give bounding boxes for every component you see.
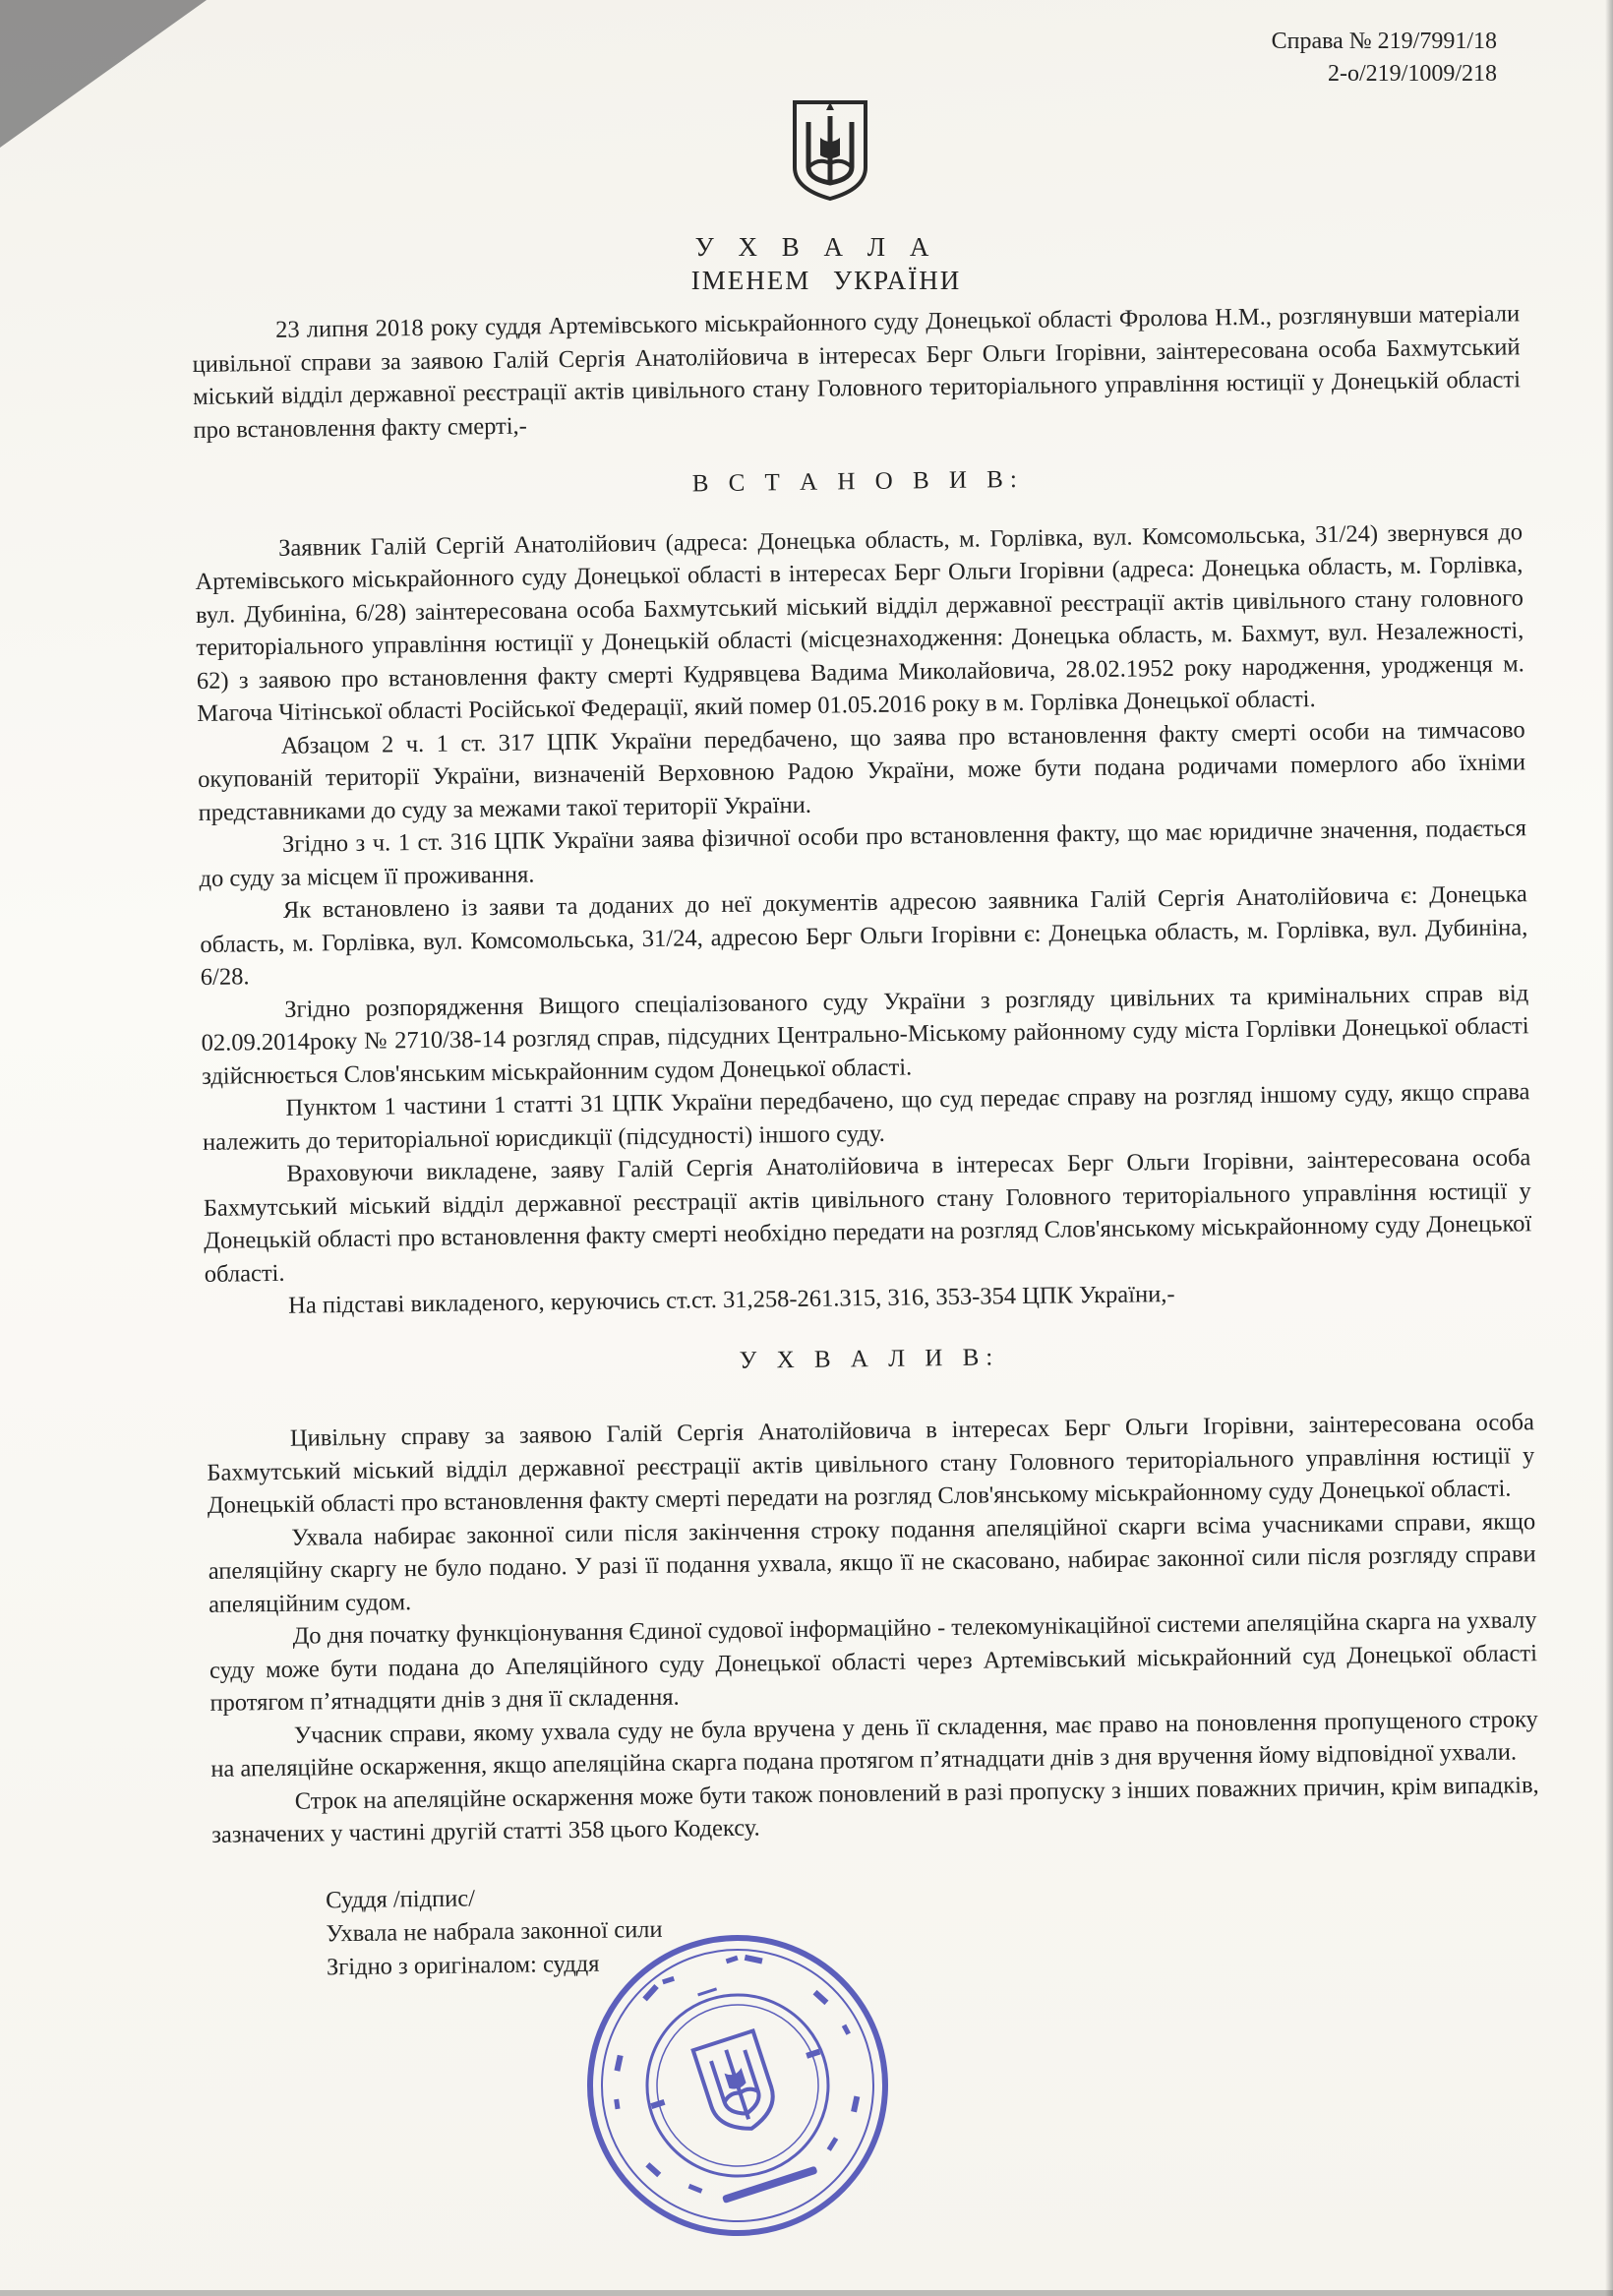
- proceeding-number: 2-о/219/1009/218: [1328, 61, 1497, 87]
- intro-paragraph: 23 липня 2018 року суддя Артемівського міськрайонного суду Донецької області Фролова Н.М., розглянувши матеріали цивільної справи за заявою Галій Сергія Анатолійовича в інтересах Берг Ольги Ігорівни, заінтересована особа Бахмутський міський відділ державної реєстрації актів цивільного стану Головного територіального управління юстиції у Донецькій області про встановлення факту смерті,-: [192, 300, 1522, 444]
- folded-corner: [0, 0, 207, 148]
- established-paragraph: На підставі викладеного, керуючись ст.ст. 31,258-261.315, 316, 353-354 ЦПК України,-: [288, 1281, 1175, 1319]
- established-paragraph: Згідно розпорядження Вищого спеціалізованого суду України з розгляду цивільних та кримінальних справ від 02.09.2014року № 2710/38-14 розгляд справ, підсудних Центрально-Міському районному суду міста Горлівки Донецької області здійснюється Слов'янським міськрайонним судом Донецької області.: [201, 979, 1529, 1090]
- scan-bottom-edge: [0, 2290, 1613, 2296]
- document-title: [0, 230, 1613, 297]
- trident-emblem-icon: [791, 98, 869, 202]
- resolved-paragraph: До дня початку функціонування Єдиної судової інформаційно - телекомунікаційної системи апеляційна скарга на ухвалу суду може бути подана до Апеляційного суду Донецької області через Артемівський міськрайонний суд Донецької області протягом п’ятнадцяти днів з дня її складення.: [209, 1606, 1538, 1717]
- established-paragraph: Згідно з ч. 1 ст. 316 ЦПК України заява фізичної особи про встановлення факту, що має юридичне значення, подається до суду за місцем її проживання.: [199, 815, 1527, 892]
- established-heading: В С Т А Н О В И В:: [691, 465, 1025, 498]
- certified-copy-line: Згідно з оригіналом: суддя: [326, 1950, 600, 1980]
- established-paragraph: Пунктом 1 частини 1 статті 31 ЦПК України передбачено, що суд передає справу на розгляд іншому суду, якщо справа належить до територіальної юрисдикції (підсудності) іншого суду.: [202, 1078, 1530, 1156]
- established-paragraph: Як встановлено із заяви та доданих до неї документів адресою заявника Галій Сергія Анатолійовича є: Донецька область, м. Горлівка, вул. Комсомольська, 31/24, адресою Берг Ольги Ігорівни є: Донецька область, м. Горлівка, вул. Дубиніна, 6/28.: [200, 880, 1528, 991]
- title-line-in-name-of-ukraine: ІМЕНЕМ УКРАЇНИ: [690, 266, 962, 295]
- title-line-ukhvala: У Х В А Л А: [694, 232, 938, 262]
- resolved-paragraph: Учасник справи, якому ухвала суду не була вручена у день її складення, має право на поновлення пропущеного строку на апеляційне оскарження, якщо апеляційна скарга подана протягом п’ятнадцати днів з дня вручення йому відповідної ухвали.: [210, 1705, 1538, 1782]
- scan-edge-shadow: [1605, 0, 1613, 2296]
- resolved-paragraph: Цивільну справу за заявою Галій Сергія Анатолійовича в інтересах Берг Ольги Ігорівни, заінтересована особа Бахмутський міський відділ державної реєстрації актів цивільного стану Головного територіального управління юстиції у Донецькій області про встановлення факту смерті передати на розгляд Слов'янському міськрайонному суду Донецької області.: [207, 1409, 1535, 1519]
- judge-signature-line: Суддя /підпис/: [325, 1884, 476, 1913]
- court-seal-stamp-icon: [580, 1928, 895, 2243]
- established-paragraph: Враховуючи викладене, заяву Галій Сергія Анатолійовича в інтересах Берг Ольги Ігорівни, заінтересована особа Бахмутський міський відділ державної реєстрації актів цивільного стану Головного територіального управління юстиції у Донецькій області про встановлення факту смерті необхідно передати на розгляд Слов'янському міськрайонному суду Донецької області.: [203, 1144, 1532, 1288]
- resolved-paragraph: Ухвала набирає законної сили після закінчення строку подання апеляційної скарги всіма учасниками справи, якщо апеляційну скаргу не було подано. У разі її подання ухвала, якщо її не скасовано, набирає законної сили після розгляду справи апеляційним судом.: [208, 1507, 1536, 1618]
- resolved-paragraph: Строк на апеляційне оскарження може бути також поновлений в разі пропуску з інших поважних причин, крім випадків, зазначених у частині другій статті 358 цього Кодексу.: [211, 1771, 1539, 1848]
- not-in-force-line: Ухвала не набрала законної сили: [326, 1915, 663, 1947]
- case-number: Справа № 219/7991/18: [1271, 29, 1497, 54]
- established-paragraph: Заявник Галій Сергій Анатолійович (адреса: Донецька область, м. Горлівка, вул. Комсомольська, 31/24) звернувся до Артемівського міськрайонного суду Донецької області в інтересах Берг Ольги Ігорівни (адреса: Донецька область, м. Горлівка, вул. Дубиніна, 6/28) заінтересована особа Бахмутський міський відділ державної реєстрації актів цивільного стану головного територіального управління юстиції у Донецькій області (місцезнаходження: Донецька область, м. Бахмут, вул. Незалежності, 62) з заявою про встановлення факту смерті Кудрявцева Вадима Миколайовича, 28.02.1952 року народження, уродженця м. Магоча Чітінської області Російської Федерації, який помер 01.05.2016 року в м. Горлівка Донецької області.: [195, 517, 1524, 727]
- document-body: [192, 297, 1541, 1985]
- resolved-heading: У Х В А Л И В:: [739, 1343, 1000, 1374]
- established-paragraph: Абзацом 2 ч. 1 ст. 317 ЦПК України передбачено, що заява про встановлення факту смерті особи на тимчасово окупованій території України, визначеній Верховною Радою України, може бути подана родичами померлого або їхніми представниками до суду за межами такої території України.: [198, 715, 1526, 826]
- case-number-block: [1272, 26, 1497, 91]
